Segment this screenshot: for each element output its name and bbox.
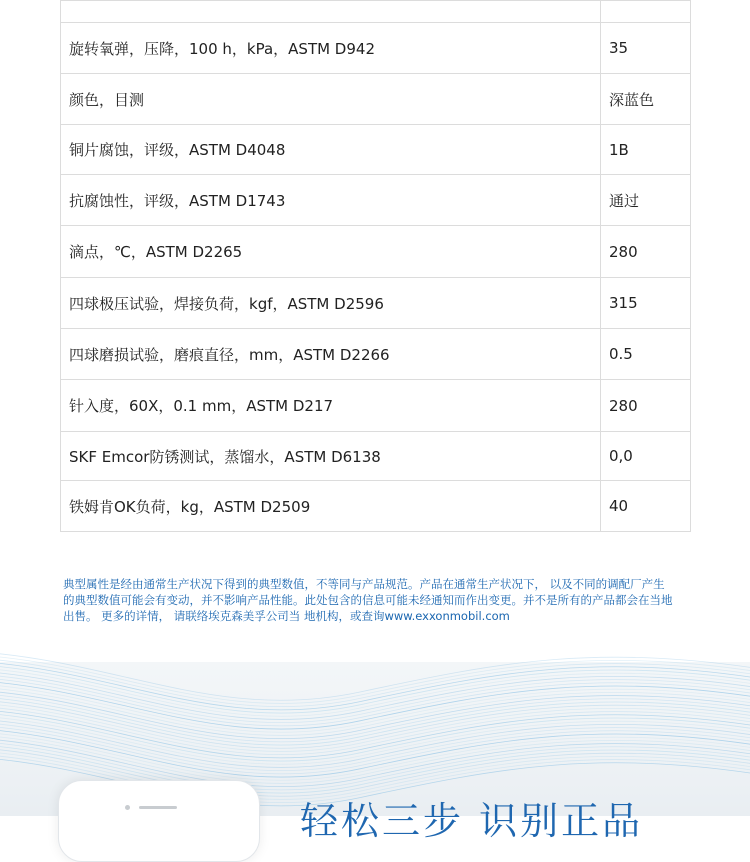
property-cell: 四球磨损试验，磨痕直径，mm，ASTM D2266 <box>61 329 601 380</box>
value-cell: 1B <box>601 125 691 175</box>
property-cell <box>61 1 601 23</box>
value-cell: 0,0 <box>601 432 691 481</box>
table-row <box>61 380 691 432</box>
disclaimer-note: 典型属性是经由通常生产状况下得到的典型数值，不等同与产品规范。产品在通常生产状况下， 以及不同的调配厂产生的典型数值可能会有变动，并不影响产品性能。此处包含的信息可能未经通知而作出变更。并不是所有的产品都会在当地出售。 更多的详情， 请联络埃克森美孚公司当 地机构，或查询www.exxonmobil.com <box>63 577 673 623</box>
spec-table-body <box>61 1 691 532</box>
table-row <box>61 125 691 175</box>
property-cell: 颜色，目测 <box>61 74 601 125</box>
table-row <box>61 226 691 278</box>
table-row <box>61 74 691 125</box>
value-cell: 280 <box>601 226 691 278</box>
property-cell: 旋转氧弹，压降，100 h，kPa，ASTM D942 <box>61 23 601 74</box>
value-cell: 315 <box>601 278 691 329</box>
phone-illustration <box>58 780 260 862</box>
property-cell: 铜片腐蚀，评级，ASTM D4048 <box>61 125 601 175</box>
property-cell: 抗腐蚀性，评级，ASTM D1743 <box>61 175 601 226</box>
banner-headline: 轻松三步 识别正品 <box>300 799 644 843</box>
promo-banner <box>0 662 750 843</box>
value-cell <box>601 1 691 23</box>
value-cell: 通过 <box>601 175 691 226</box>
property-cell: SKF Emcor防锈测试，蒸馏水，ASTM D6138 <box>61 432 601 481</box>
table-row <box>61 175 691 226</box>
value-cell: 35 <box>601 23 691 74</box>
property-cell: 四球极压试验，焊接负荷，kgf，ASTM D2596 <box>61 278 601 329</box>
spec-table <box>60 0 691 532</box>
value-cell: 深蓝色 <box>601 74 691 125</box>
phone-camera-icon <box>125 805 130 810</box>
property-cell: 滴点，℃，ASTM D2265 <box>61 226 601 278</box>
table-row <box>61 23 691 74</box>
table-row <box>61 1 691 23</box>
property-cell: 针入度，60X，0.1 mm，ASTM D217 <box>61 380 601 432</box>
table-row <box>61 329 691 380</box>
value-cell: 40 <box>601 481 691 532</box>
value-cell: 0.5 <box>601 329 691 380</box>
phone-speaker-icon <box>139 806 177 809</box>
value-cell: 280 <box>601 380 691 432</box>
table-row <box>61 481 691 532</box>
table-row <box>61 432 691 481</box>
table-row <box>61 278 691 329</box>
property-cell: 铁姆肯OK负荷，kg，ASTM D2509 <box>61 481 601 532</box>
